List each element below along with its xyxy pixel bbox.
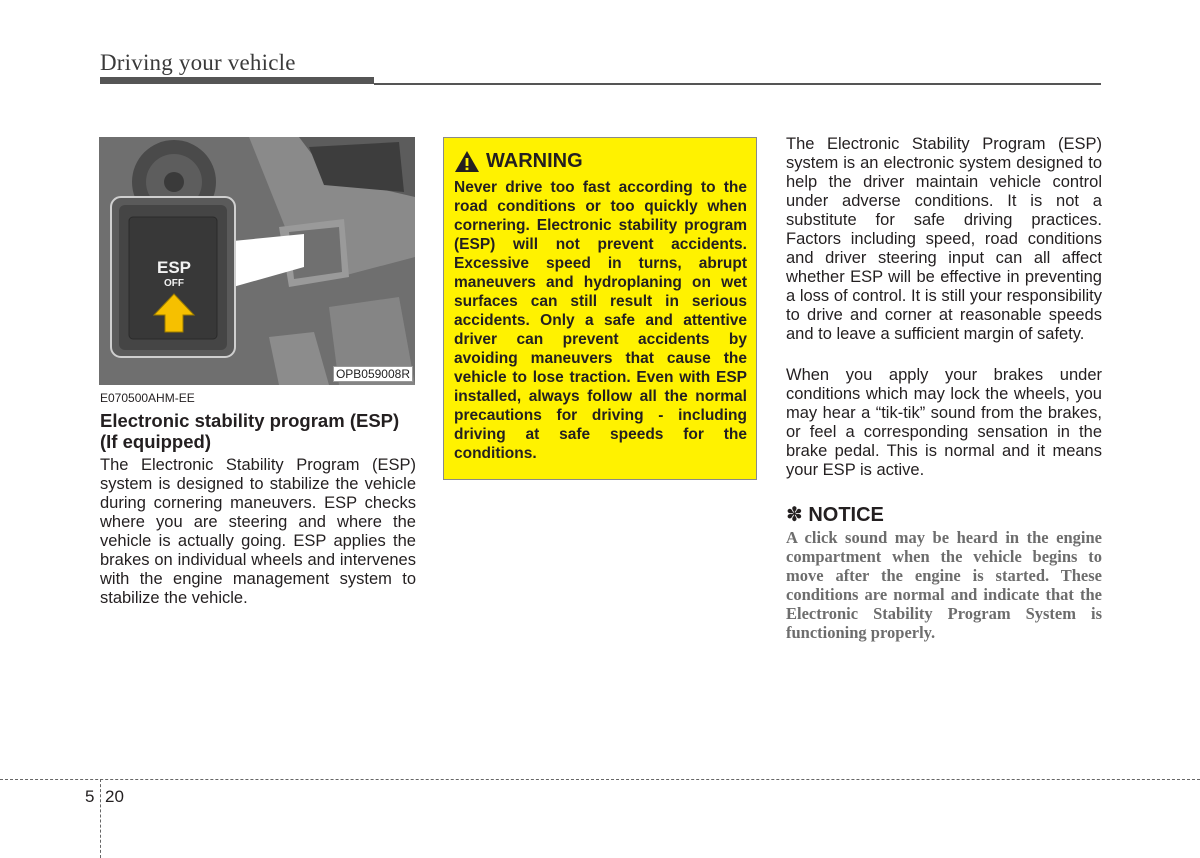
footer-rule	[0, 779, 1200, 780]
header-rule-thick	[100, 77, 374, 84]
section-code: E070500AHM-EE	[100, 391, 195, 405]
esp-button-photo	[99, 137, 415, 385]
brake-sound-paragraph: When you apply your brakes under conditions which may lock the wheels, you may hear a “tik-tik” sound from the brakes, or feel a corresponding sensation in the brake pedal. This is normal and it means your ESP is active.	[786, 366, 1102, 479]
warning-text: Never drive too fast according to the road conditions or too quickly when cornering. Electronic stability program (ESP) will not prevent accidents. Excessive speed in turns, abrupt maneuvers and hydroplaning on wet surfaces can still result in serious accidents. Only a safe and attentive driver can prevent accidents by avoiding maneuvers that cause the vehicle to lose traction. Even with ESP installed, always follow all the normal precautions for driving - including driving at safe speeds for the conditions.	[454, 179, 747, 462]
page-number: 20	[105, 787, 124, 806]
esp-button-label: ESP	[156, 258, 192, 277]
footer-divider	[100, 779, 101, 858]
notice-title: ✽ NOTICE	[786, 504, 884, 526]
notice-text: A click sound may be heard in the engine compartment when the vehicle begins to move after the engine is started. These conditions are normal and indicate that the Electronic Stability Program System is functioning properly.	[786, 528, 1102, 642]
figure-code: OPB059008R	[333, 366, 413, 382]
section-heading: Electronic stability program (ESP) (If equipped)	[100, 410, 400, 452]
esp-off-label: OFF	[164, 278, 184, 289]
warning-title	[454, 150, 583, 173]
section-paragraph: The Electronic Stability Program (ESP) system is designed to stabilize the vehicle during cornering maneuvers. ESP checks where you are steering and where the vehicle is actually going. ESP applies the brakes on individual wheels and intervenes with the engine management system to stabilize the vehicle.	[100, 456, 416, 607]
warning-triangle-icon	[454, 150, 480, 173]
warning-title-text: WARNING	[486, 150, 583, 172]
chapter-number: 5	[85, 787, 95, 806]
esp-description-paragraph: The Electronic Stability Program (ESP) system is an electronic system designed to help the driver maintain vehicle control under adverse conditions. It is not a substitute for safe driving practices. Factors including speed, road conditions and driver steering input can all affect whether ESP will be effective in preventing a loss of control. It is still your responsibility to drive and corner at reasonable speeds and to leave a sufficient margin of safety.	[786, 135, 1102, 343]
dashboard-illustration	[99, 137, 415, 385]
header-rule-thin	[374, 83, 1101, 85]
warning-box	[443, 137, 757, 480]
running-header: Driving your vehicle	[100, 50, 296, 75]
